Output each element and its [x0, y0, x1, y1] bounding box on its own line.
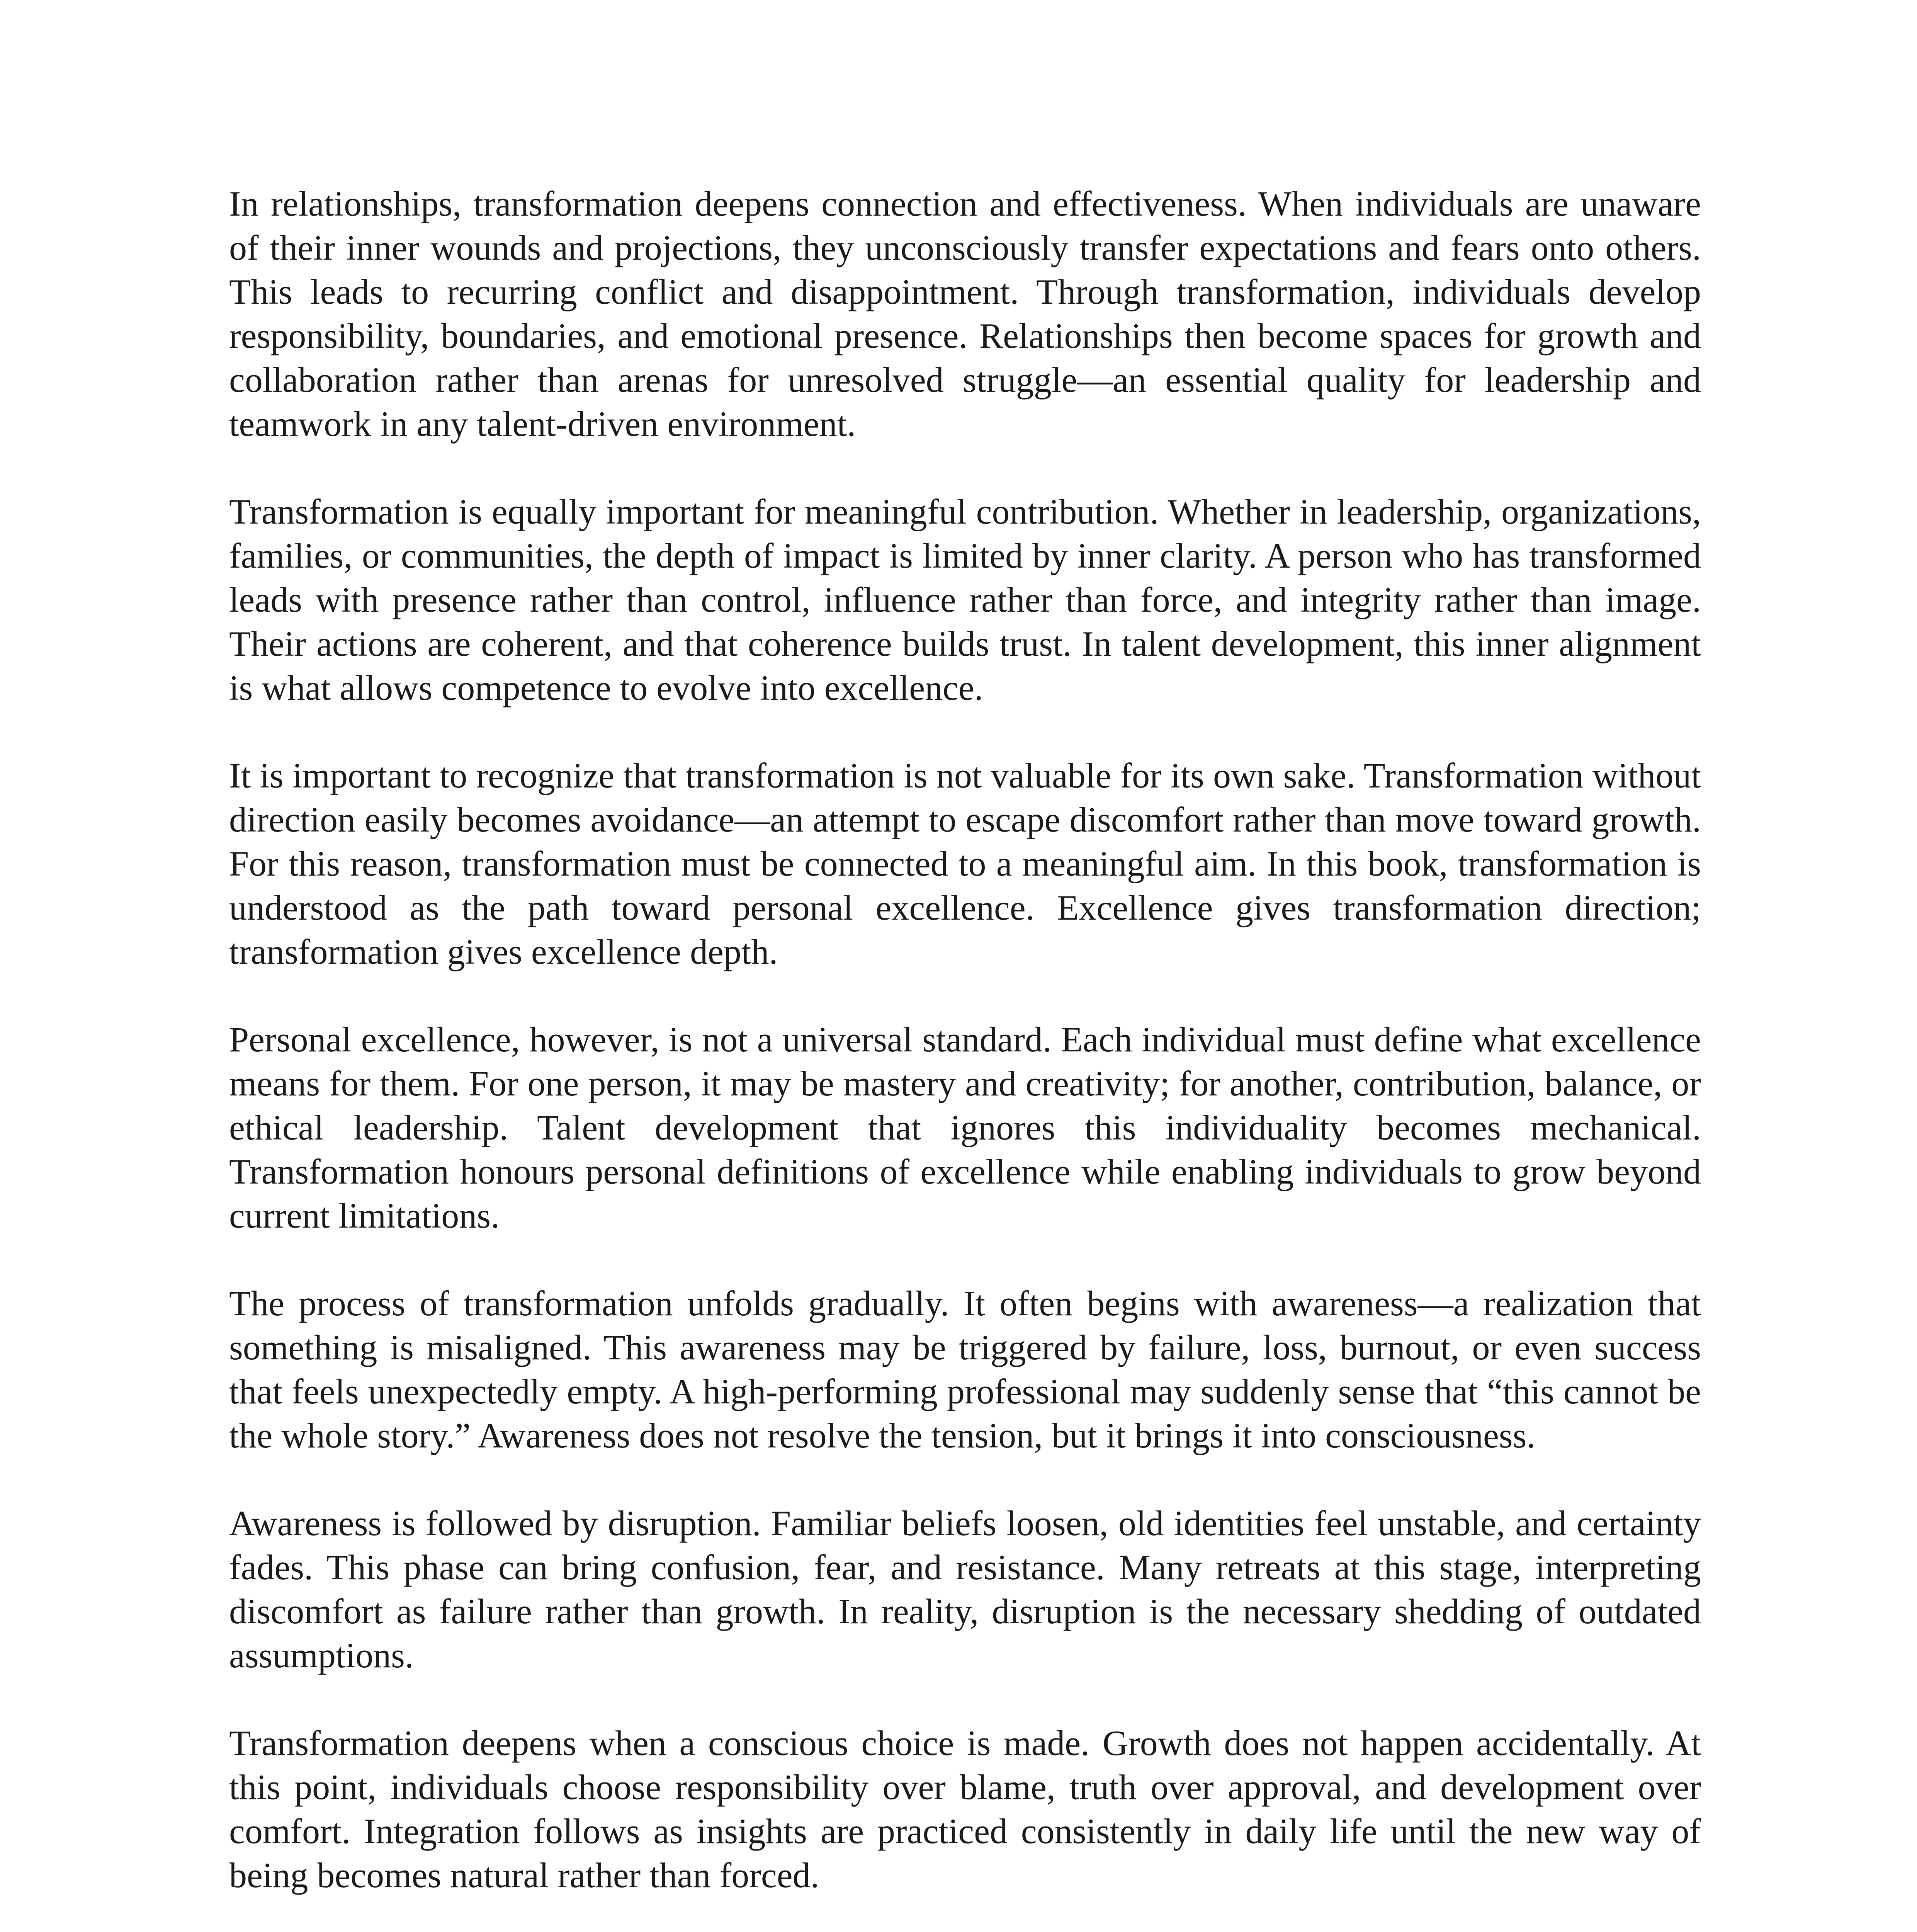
paragraph-disruption: Awareness is followed by disruption. Familiar beliefs loosen, old identities feel unstable, and certainty fades. This phase can bring confusion, fear, and resistance. Many retreats at this stage, interpreting discomfort as failure rather than growth. In reality, disruption is the necessary shedding of outdated assumptions.	[229, 1503, 1701, 1675]
page-body	[229, 182, 1701, 1932]
paragraph-relationships: In relationships, transformation deepens connection and effectiveness. When individuals are unaware of their inner wounds and projections, they unconsciously transfer expectations and fears onto others. This leads to recurring conflict and disappointment. Through transformation, individuals develop responsibility, boundaries, and emotional presence. Relationships then become spaces for growth and collaboration rather than arenas for unresolved struggle—an essential quality for leadership and teamwork in any talent-driven environment.	[229, 184, 1701, 444]
paragraph-personal-excellence: Personal excellence, however, is not a universal standard. Each individual must define what excellence means for them. For one person, it may be mastery and creativity; for another, contribution, balance, or ethical leadership. Talent development that ignores this individuality becomes mechanical. Transformation honours personal definitions of excellence while enabling individuals to grow beyond current limitations.	[229, 1020, 1701, 1235]
paragraph-direction: It is important to recognize that transformation is not valuable for its own sake. Transformation without direction easily becomes avoidance—an attempt to escape discomfort rather than move toward growth. For this reason, transformation must be connected to a meaningful aim. In this book, transformation is understood as the path toward personal excellence. Excellence gives transformation direction; transformation gives excellence depth.	[229, 756, 1701, 971]
paragraph-contribution: Transformation is equally important for meaningful contribution. Whether in leadership, organizations, families, or communities, the depth of impact is limited by inner clarity. A person who has transformed leads with presence rather than control, influence rather than force, and integrity rather than image. Their actions are coherent, and that coherence builds trust. In talent development, this inner alignment is what allows competence to evolve into excellence.	[229, 492, 1701, 707]
paragraph-awareness: The process of transformation unfolds gradually. It often begins with awareness—a realization that something is misaligned. This awareness may be triggered by failure, loss, burnout, or even success that feels unexpectedly empty. A high-performing professional may suddenly sense that “this cannot be the whole story.” Awareness does not resolve the tension, but it brings it into consciousness.	[229, 1284, 1701, 1455]
paragraph-conscious-choice: Transformation deepens when a conscious choice is made. Growth does not happen accidentally. At this point, individuals choose responsibility over blame, truth over approval, and development over comfort. Integration follows as insights are practiced consistently in daily life until the new way of being becomes natural rather than forced.	[229, 1723, 1701, 1895]
